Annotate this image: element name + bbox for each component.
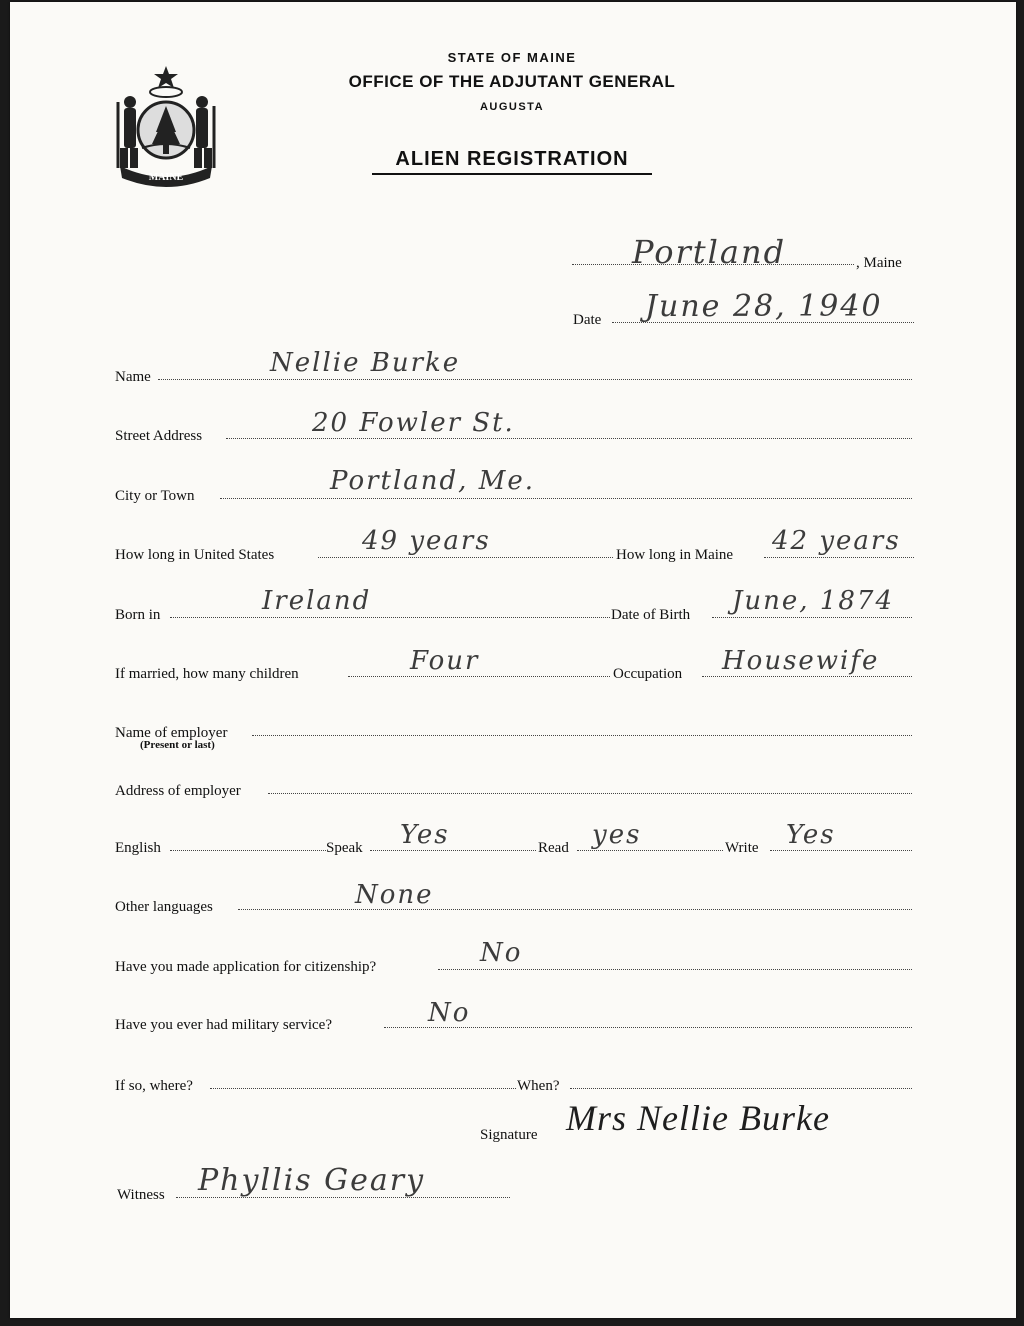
street-value[interactable]: 20 Fowler St. <box>312 408 515 438</box>
military-label: Have you ever had military service? <box>115 1017 332 1033</box>
occupation-value[interactable]: Housewife <box>722 646 880 676</box>
city-line <box>220 498 912 499</box>
us-line <box>318 557 613 558</box>
write-label: Write <box>725 840 759 856</box>
maine-line <box>764 557 914 558</box>
town-value[interactable]: Portland <box>632 233 787 271</box>
when-line[interactable] <box>570 1088 912 1089</box>
speak-value[interactable]: Yes <box>400 820 450 850</box>
date-label: Date <box>573 312 602 328</box>
where-line[interactable] <box>210 1088 516 1089</box>
city-label: City or Town <box>115 488 195 504</box>
other-languages-label: Other languages <box>115 899 213 915</box>
occupation-label: Occupation <box>613 666 683 682</box>
street-label: Street Address <box>115 428 203 444</box>
military-value[interactable]: No <box>428 998 471 1028</box>
employer-address-line[interactable] <box>268 793 912 794</box>
name-value[interactable]: Nellie Burke <box>270 348 461 378</box>
children-line <box>348 676 610 677</box>
read-line <box>577 850 723 851</box>
born-label: Born in <box>115 607 161 623</box>
born-value[interactable]: Ireland <box>262 586 372 616</box>
other-languages-line <box>238 909 912 910</box>
speak-line <box>370 850 536 851</box>
write-value[interactable]: Yes <box>786 820 836 850</box>
maine-value[interactable]: 42 years <box>772 526 901 556</box>
name-label: Name <box>115 369 151 385</box>
city-value[interactable]: Portland, Me. <box>330 466 535 496</box>
english-label: English <box>115 840 161 856</box>
maine-label: How long in Maine <box>616 547 734 563</box>
employer-label: Name of employer <box>115 725 228 741</box>
street-line <box>226 438 912 439</box>
born-line <box>170 617 610 618</box>
citizenship-value[interactable]: No <box>480 938 523 968</box>
citizenship-line <box>438 969 912 970</box>
employer-address-label: Address of employer <box>115 783 241 799</box>
us-label: How long in United States <box>115 547 275 563</box>
children-value[interactable]: Four <box>410 646 480 676</box>
speak-label: Speak <box>326 840 363 856</box>
date-value[interactable]: June 28, 1940 <box>645 289 883 324</box>
occupation-line <box>702 676 912 677</box>
other-languages-value[interactable]: None <box>355 880 434 910</box>
header-state: STATE OF MAINE <box>447 50 577 65</box>
citizenship-label: Have you made application for citizenship? <box>115 959 377 975</box>
header-office: OFFICE OF THE ADJUTANT GENERAL <box>348 72 676 91</box>
english-line <box>170 850 326 851</box>
children-label: If married, how many children <box>115 666 299 682</box>
employer-line[interactable] <box>252 735 912 736</box>
dob-line <box>712 617 912 618</box>
read-value[interactable]: yes <box>592 820 642 850</box>
witness-value[interactable]: Phyllis Geary <box>198 1163 426 1198</box>
name-line <box>158 379 912 380</box>
employer-sublabel: (Present or last) <box>140 739 215 751</box>
header-city: AUGUSTA <box>479 101 545 113</box>
dob-value[interactable]: June, 1874 <box>732 586 894 616</box>
read-label: Read <box>538 840 569 856</box>
when-label: When? <box>517 1078 560 1094</box>
witness-label: Witness <box>117 1187 165 1203</box>
signature-value[interactable]: Mrs Nellie Burke <box>566 1098 830 1138</box>
seal-text: MAINE <box>148 172 184 183</box>
form-title: ALIEN REGISTRATION <box>372 148 652 175</box>
where-label: If so, where? <box>115 1078 193 1094</box>
write-line <box>770 850 912 851</box>
signature-label: Signature <box>480 1127 538 1143</box>
us-value[interactable]: 49 years <box>362 526 491 556</box>
dob-label: Date of Birth <box>611 607 691 623</box>
town-suffix: , Maine <box>856 255 902 271</box>
